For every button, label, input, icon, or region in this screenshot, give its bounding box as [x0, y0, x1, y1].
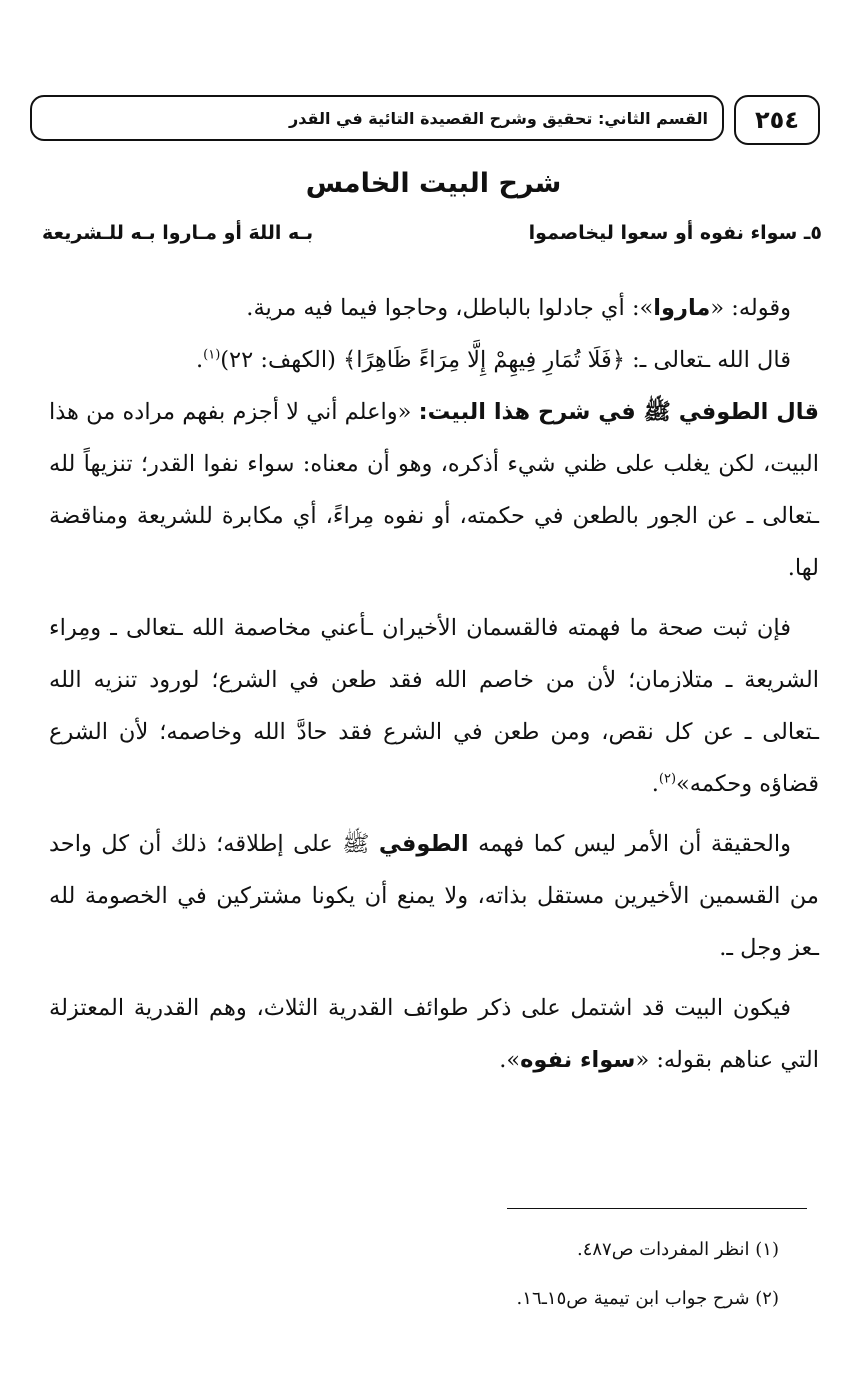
footnote: (١) انظر المفردات ص٤٨٧.: [576, 1239, 779, 1260]
paragraph: [49, 602, 819, 810]
paragraph: [49, 982, 819, 1086]
text-run: قال الله ـتعالى ـ: ﴿فَلَا تُمَارِ فِيهِمْ إِلَّا مِرَاءً ظَاهِرًا﴾ (الكهف: ٢٢): [220, 347, 791, 373]
text-run: ».: [499, 1047, 521, 1073]
paragraph: [49, 818, 819, 974]
footnote: (٢) شرح جواب ابن تيمية ص١٥ـ١٦.: [516, 1288, 779, 1309]
text-run-bold: قال الطوفي ﷺ في شرح هذا البيت:: [418, 399, 819, 425]
text-run: فإن ثبت صحة ما فهمته فالقسمان الأخيران ـأعني مخاصمة الله ـتعالى ـ ومِراء الشريعة ـ متلازمان؛ لأن من خاصم الله فقد طعن في الشرع؛ لورود تنزيه الله ـتعالى ـ عن كل نقص، ومن طعن في الشرع فقد حادَّ الله وخاصمه؛ لأن الشرع قضاؤه وحكمه»: [49, 615, 819, 797]
page-header: [30, 95, 820, 145]
footnote-ref[interactable]: (٢): [658, 771, 677, 787]
text-run: ﷺ على إطلاقه؛ ذلك أن كل واحد من القسمين الأخيرين مستقل بذاته، ولا يمنع أن يكونا مشتركين في الخصومة لله ـعز وجل ـ.: [49, 831, 819, 961]
main-text: [49, 282, 819, 1086]
text-run: .: [651, 771, 659, 797]
text-run-bold: سواء نفوه: [520, 1047, 636, 1073]
text-run: .: [195, 347, 204, 373]
verse-line: [42, 222, 822, 256]
paragraph: [49, 282, 819, 334]
verse-first-hemistich: ٥ـ سواء نفوه أو سعوا ليخاصموا: [528, 222, 822, 244]
text-run-bold: الطوفي: [378, 831, 469, 857]
verse-second-hemistich: بـه اللهَ أو مـاروا بـه للـشريعة: [42, 222, 314, 244]
footnotes: [79, 1225, 779, 1323]
paragraph: [49, 334, 819, 386]
footnote-ref[interactable]: (١): [203, 347, 221, 363]
running-head: القسم الثاني: تحقيق وشرح القصيدة التائية في القدر: [30, 95, 724, 141]
text-run: وقوله: «: [710, 295, 791, 321]
text-run: والحقيقة أن الأمر ليس كما فهمه: [468, 831, 791, 857]
paragraph: [49, 386, 819, 594]
text-run-bold: ماروا: [653, 295, 711, 321]
footnote-divider: [507, 1208, 807, 1209]
text-run: »: أي جادلوا بالباطل، وحاجوا فيما فيه مرية.: [246, 295, 654, 321]
section-title: شرح البيت الخامس: [305, 168, 562, 199]
text-run: «واعلم أني لا أجزم بفهم مراده من هذا البيت، لكن يغلب على ظني شيء أذكره، وهو أن معناه: سواء نفوا القدر؛ تنزيهاً لله ـتعالى ـ عن الجور بالطعن في حكمته، أو نفوه مِراءً، أي مكابرة للشريعة ومناقضة لها.: [49, 399, 819, 581]
page-number: ٢٥٤: [734, 95, 820, 145]
text-run: فيكون البيت قد اشتمل على ذكر طوائف القدرية الثلاث، وهم القدرية المعتزلة التي عناهم بقوله: «: [49, 995, 819, 1073]
